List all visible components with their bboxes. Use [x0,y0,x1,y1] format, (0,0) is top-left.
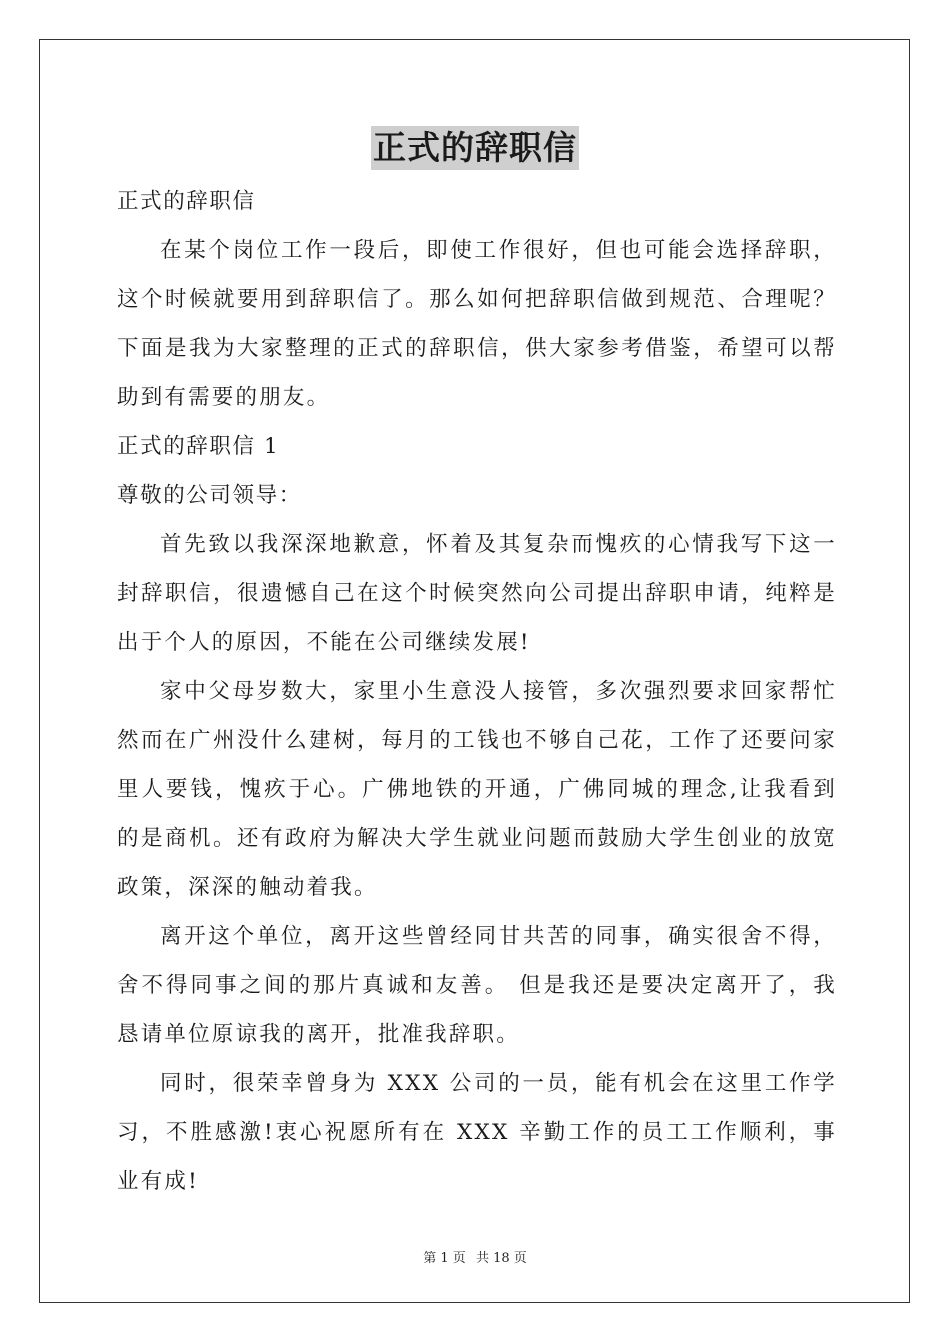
document-body [117,177,837,1206]
intro-paragraph: 在某个岗位工作一段后，即使工作很好，但也可能会选择辞职，这个时候就要用到辞职信了。那么如何把辞职信做到规范、合理呢？下面是我为大家整理的正式的辞职信，供大家参考借鉴，希望可以帮助到有需要的朋友。 [117,238,837,410]
page-footer [0,1247,950,1266]
salutation: 尊敬的公司领导： [117,483,302,508]
page-number: 第 1 页 [423,1251,466,1266]
letter-heading: 正式的辞职信 1 [117,434,280,459]
page-total: 共 18 页 [475,1251,527,1266]
subtitle-line: 正式的辞职信 [117,189,256,214]
body-paragraph-2: 家中父母岁数大，家里小生意没人接管，多次强烈要求回家帮忙然而在广州没什么建树，每月的工钱也不够自己花，工作了还要问家里人要钱，愧疚于心。广佛地铁的开通，广佛同城的理念,让我看到的是商机。还有政府为解决大学生就业问题而鼓励大学生创业的放宽政策，深深的触动着我。 [117,679,837,900]
title-area [0,126,950,170]
body-paragraph-3: 离开这个单位，离开这些曾经同甘共苦的同事，确实很舍不得，舍不得同事之间的那片真诚和友善。 但是我还是要决定离开了，我恳请单位原谅我的离开，批准我辞职。 [117,924,837,1047]
body-paragraph-1: 首先致以我深深地歉意，怀着及其复杂而愧疚的心情我写下这一封辞职信，很遗憾自己在这个时候突然向公司提出辞职申请，纯粹是出于个人的原因，不能在公司继续发展! [117,532,837,655]
document-title: 正式的辞职信 [371,126,579,170]
body-paragraph-4: 同时，很荣幸曾身为 XXX 公司的一员，能有机会在这里工作学习，不胜感激!衷心祝愿所有在 XXX 辛勤工作的员工工作顺利，事业有成! [117,1071,837,1194]
